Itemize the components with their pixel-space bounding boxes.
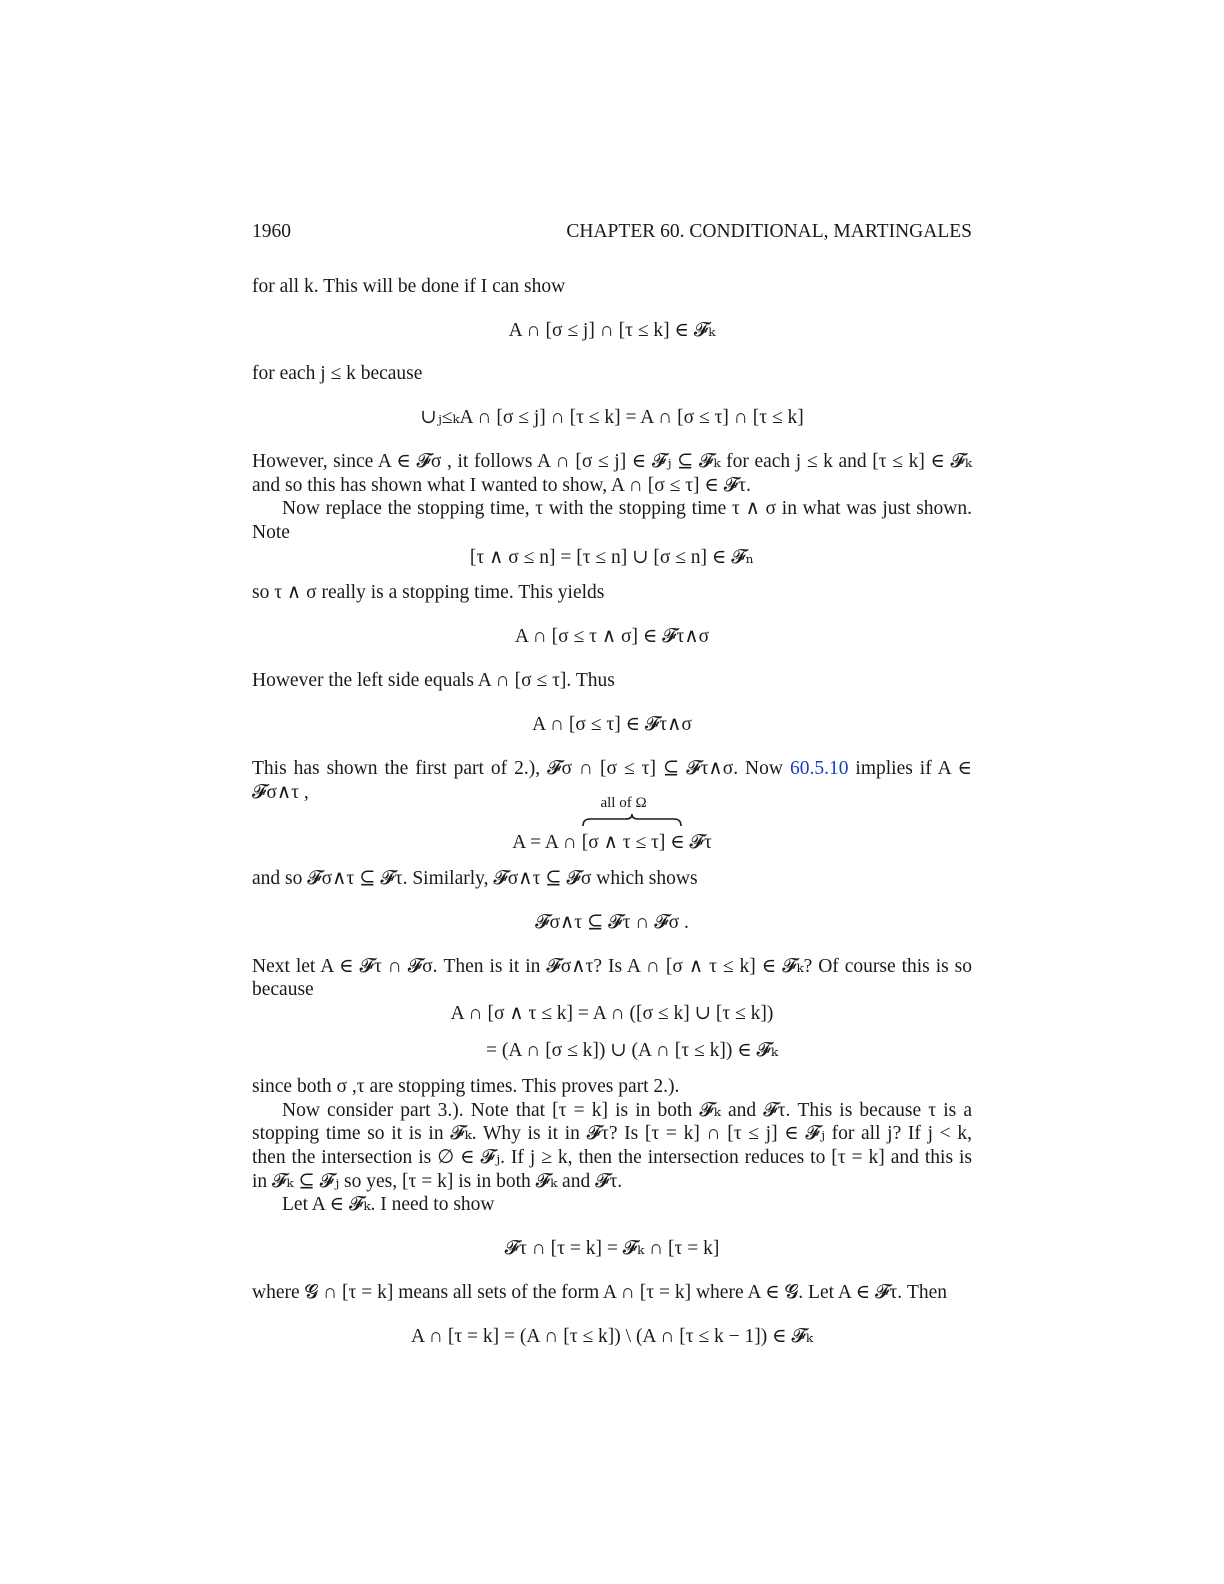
equation: ∪ⱼ≤ₖA ∩ [σ ≤ j] ∩ [τ ≤ k] = A ∩ [σ ≤ τ] ∩ [τ ≤ k]: [420, 407, 804, 428]
text-line: stopping time so it is in 𝓕ₖ. Why is it in 𝓕τ? Is [τ = k] ∩ [τ ≤ j] ∈ 𝓕ⱼ for all j? If j < k,: [252, 1123, 972, 1144]
text-line: for all k. This will be done if I can show: [252, 276, 566, 297]
text-line: Let A ∈ 𝓕ₖ. I need to show: [282, 1194, 495, 1215]
equation-reference-link[interactable]: 60.5.10: [789, 758, 849, 779]
equation: = (A ∩ [σ ≤ k]) ∪ (A ∩ [τ ≤ k]) ∈ 𝓕ₖ: [485, 1040, 779, 1061]
text-line: Next let A ∈ 𝓕τ ∩ 𝓕σ. Then is it in 𝓕σ∧τ? Is A ∩ [σ ∧ τ ≤ k] ∈ 𝓕ₖ? Of course this is so: [252, 956, 972, 977]
equation: [τ ∧ σ ≤ n] = [τ ≤ n] ∪ [σ ≤ n] ∈ 𝓕ₙ: [469, 547, 755, 568]
text-line: and so this has shown what I wanted to show, A ∩ [σ ≤ τ] ∈ 𝓕τ.: [252, 475, 751, 496]
text-line: Now consider part 3.). Note that [τ = k] is in both 𝓕ₖ and 𝓕τ. This is because τ is a: [282, 1100, 972, 1121]
page-number: 1960: [252, 221, 291, 242]
text-line: because: [252, 979, 314, 1000]
text-line: and so 𝓕σ∧τ ⊆ 𝓕τ. Similarly, 𝓕σ∧τ ⊆ 𝓕σ which shows: [252, 868, 698, 889]
equation-fragment: A = A ∩: [512, 832, 582, 853]
overbrace-icon: [582, 813, 682, 827]
equation-with-brace: [252, 795, 972, 855]
text-fragment: implies if A ∈: [848, 758, 972, 779]
text-line: so τ ∧ σ really is a stopping time. This yields: [252, 582, 605, 603]
chapter-title: CHAPTER 60. CONDITIONAL, MARTINGALES: [566, 221, 972, 242]
text-line: [252, 757, 972, 781]
equation-fragment: [σ ∧ τ ≤ τ]: [581, 832, 666, 853]
equation: 𝓕τ ∩ [τ = k] = 𝓕ₖ ∩ [τ = k]: [504, 1238, 720, 1259]
text-line: for each j ≤ k because: [252, 363, 423, 384]
text-line: where 𝓖 ∩ [τ = k] means all sets of the form A ∩ [τ = k] where A ∈ 𝓖. Let A ∈ 𝓕τ. Then: [252, 1282, 948, 1303]
text-line: since both σ ,τ are stopping times. This proves part 2.).: [252, 1076, 680, 1097]
equation: A ∩ [σ ≤ j] ∩ [τ ≤ k] ∈ 𝓕ₖ: [508, 320, 716, 341]
text-line: However, since A ∈ 𝓕σ , it follows A ∩ [σ ≤ j] ∈ 𝓕ⱼ ⊆ 𝓕ₖ for each j ≤ k and [τ ≤ k] ∈ 𝓕ₖ: [252, 451, 972, 472]
text-fragment: This has shown the first part of 2.), 𝓕σ ∩ [σ ≤ τ] ⊆ 𝓕τ∧σ. Now: [252, 758, 790, 779]
brace-label: all of Ω: [600, 795, 647, 811]
overbraced-term: [581, 795, 666, 855]
text-line: then the intersection is ∅ ∈ 𝓕ⱼ. If j ≥ k, then the intersection reduces to [τ = k] and this is: [252, 1147, 972, 1168]
equation: A ∩ [τ = k] = (A ∩ [τ ≤ k]) \ (A ∩ [τ ≤ k − 1]) ∈ 𝓕ₖ: [411, 1326, 813, 1347]
text-line: 𝓕σ∧τ ,: [252, 782, 309, 803]
equation: A ∩ [σ ∧ τ ≤ k] = A ∩ ([σ ≤ k] ∪ [τ ≤ k]): [450, 1003, 774, 1024]
text-line: Now replace the stopping time, τ with the stopping time τ ∧ σ in what was just shown.: [282, 498, 972, 519]
equation: A ∩ [σ ≤ τ] ∈ 𝓕τ∧σ: [532, 714, 692, 735]
running-header: [252, 221, 972, 247]
text-line: in 𝓕ₖ ⊆ 𝓕ⱼ so yes, [τ = k] is in both 𝓕ₖ and 𝓕τ.: [252, 1171, 623, 1192]
equation: A ∩ [σ ≤ τ ∧ σ] ∈ 𝓕τ∧σ: [514, 626, 710, 647]
text-line: Note: [252, 522, 290, 543]
text-line: However the left side equals A ∩ [σ ≤ τ]. Thus: [252, 670, 615, 691]
equation: 𝓕σ∧τ ⊆ 𝓕τ ∩ 𝓕σ .: [535, 912, 689, 933]
equation-fragment: ∈ 𝓕τ: [665, 832, 712, 853]
